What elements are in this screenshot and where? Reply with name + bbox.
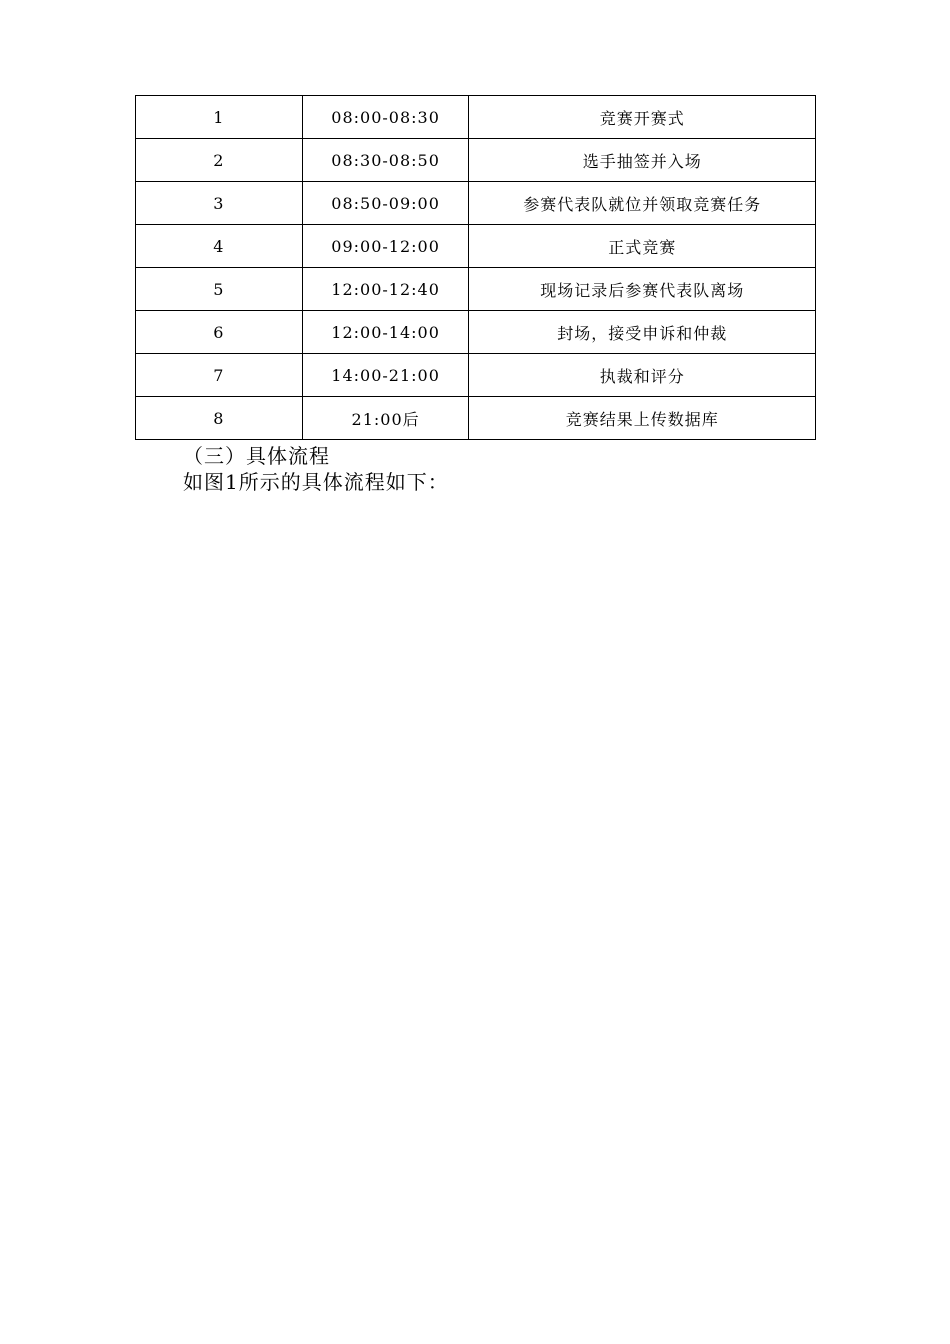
- row-time: 12:00-14:00: [302, 311, 469, 354]
- row-number: 3: [136, 182, 303, 225]
- table-row: [136, 268, 816, 311]
- row-number: 4: [136, 225, 303, 268]
- row-event: 现场记录后参赛代表队离场: [469, 268, 816, 311]
- table-row: [136, 96, 816, 139]
- table-row: [136, 139, 816, 182]
- section-intro-text: 如图1所示的具体流程如下：: [183, 470, 449, 494]
- row-time: 08:30-08:50: [302, 139, 469, 182]
- schedule-table: [135, 95, 816, 440]
- row-event: 竞赛结果上传数据库: [469, 397, 816, 440]
- row-event: 执裁和评分: [469, 354, 816, 397]
- row-number: 5: [136, 268, 303, 311]
- row-number: 8: [136, 397, 303, 440]
- section-heading: （三）具体流程: [183, 444, 330, 468]
- row-number: 7: [136, 354, 303, 397]
- row-time: 12:00-12:40: [302, 268, 469, 311]
- row-number: 6: [136, 311, 303, 354]
- table-row: [136, 182, 816, 225]
- row-time: 08:00-08:30: [302, 96, 469, 139]
- row-time: 09:00-12:00: [302, 225, 469, 268]
- schedule-table-body: [136, 96, 816, 440]
- row-event: 选手抽签并入场: [469, 139, 816, 182]
- table-row: [136, 397, 816, 440]
- row-time: 08:50-09:00: [302, 182, 469, 225]
- row-event: 封场，接受申诉和仲裁: [469, 311, 816, 354]
- table-row: [136, 225, 816, 268]
- row-event: 竞赛开赛式: [469, 96, 816, 139]
- row-number: 1: [136, 96, 303, 139]
- table-row: [136, 354, 816, 397]
- row-number: 2: [136, 139, 303, 182]
- table-row: [136, 311, 816, 354]
- row-event: 正式竞赛: [469, 225, 816, 268]
- row-event: 参赛代表队就位并领取竞赛任务: [469, 182, 816, 225]
- row-time: 21:00后: [302, 397, 469, 440]
- row-time: 14:00-21:00: [302, 354, 469, 397]
